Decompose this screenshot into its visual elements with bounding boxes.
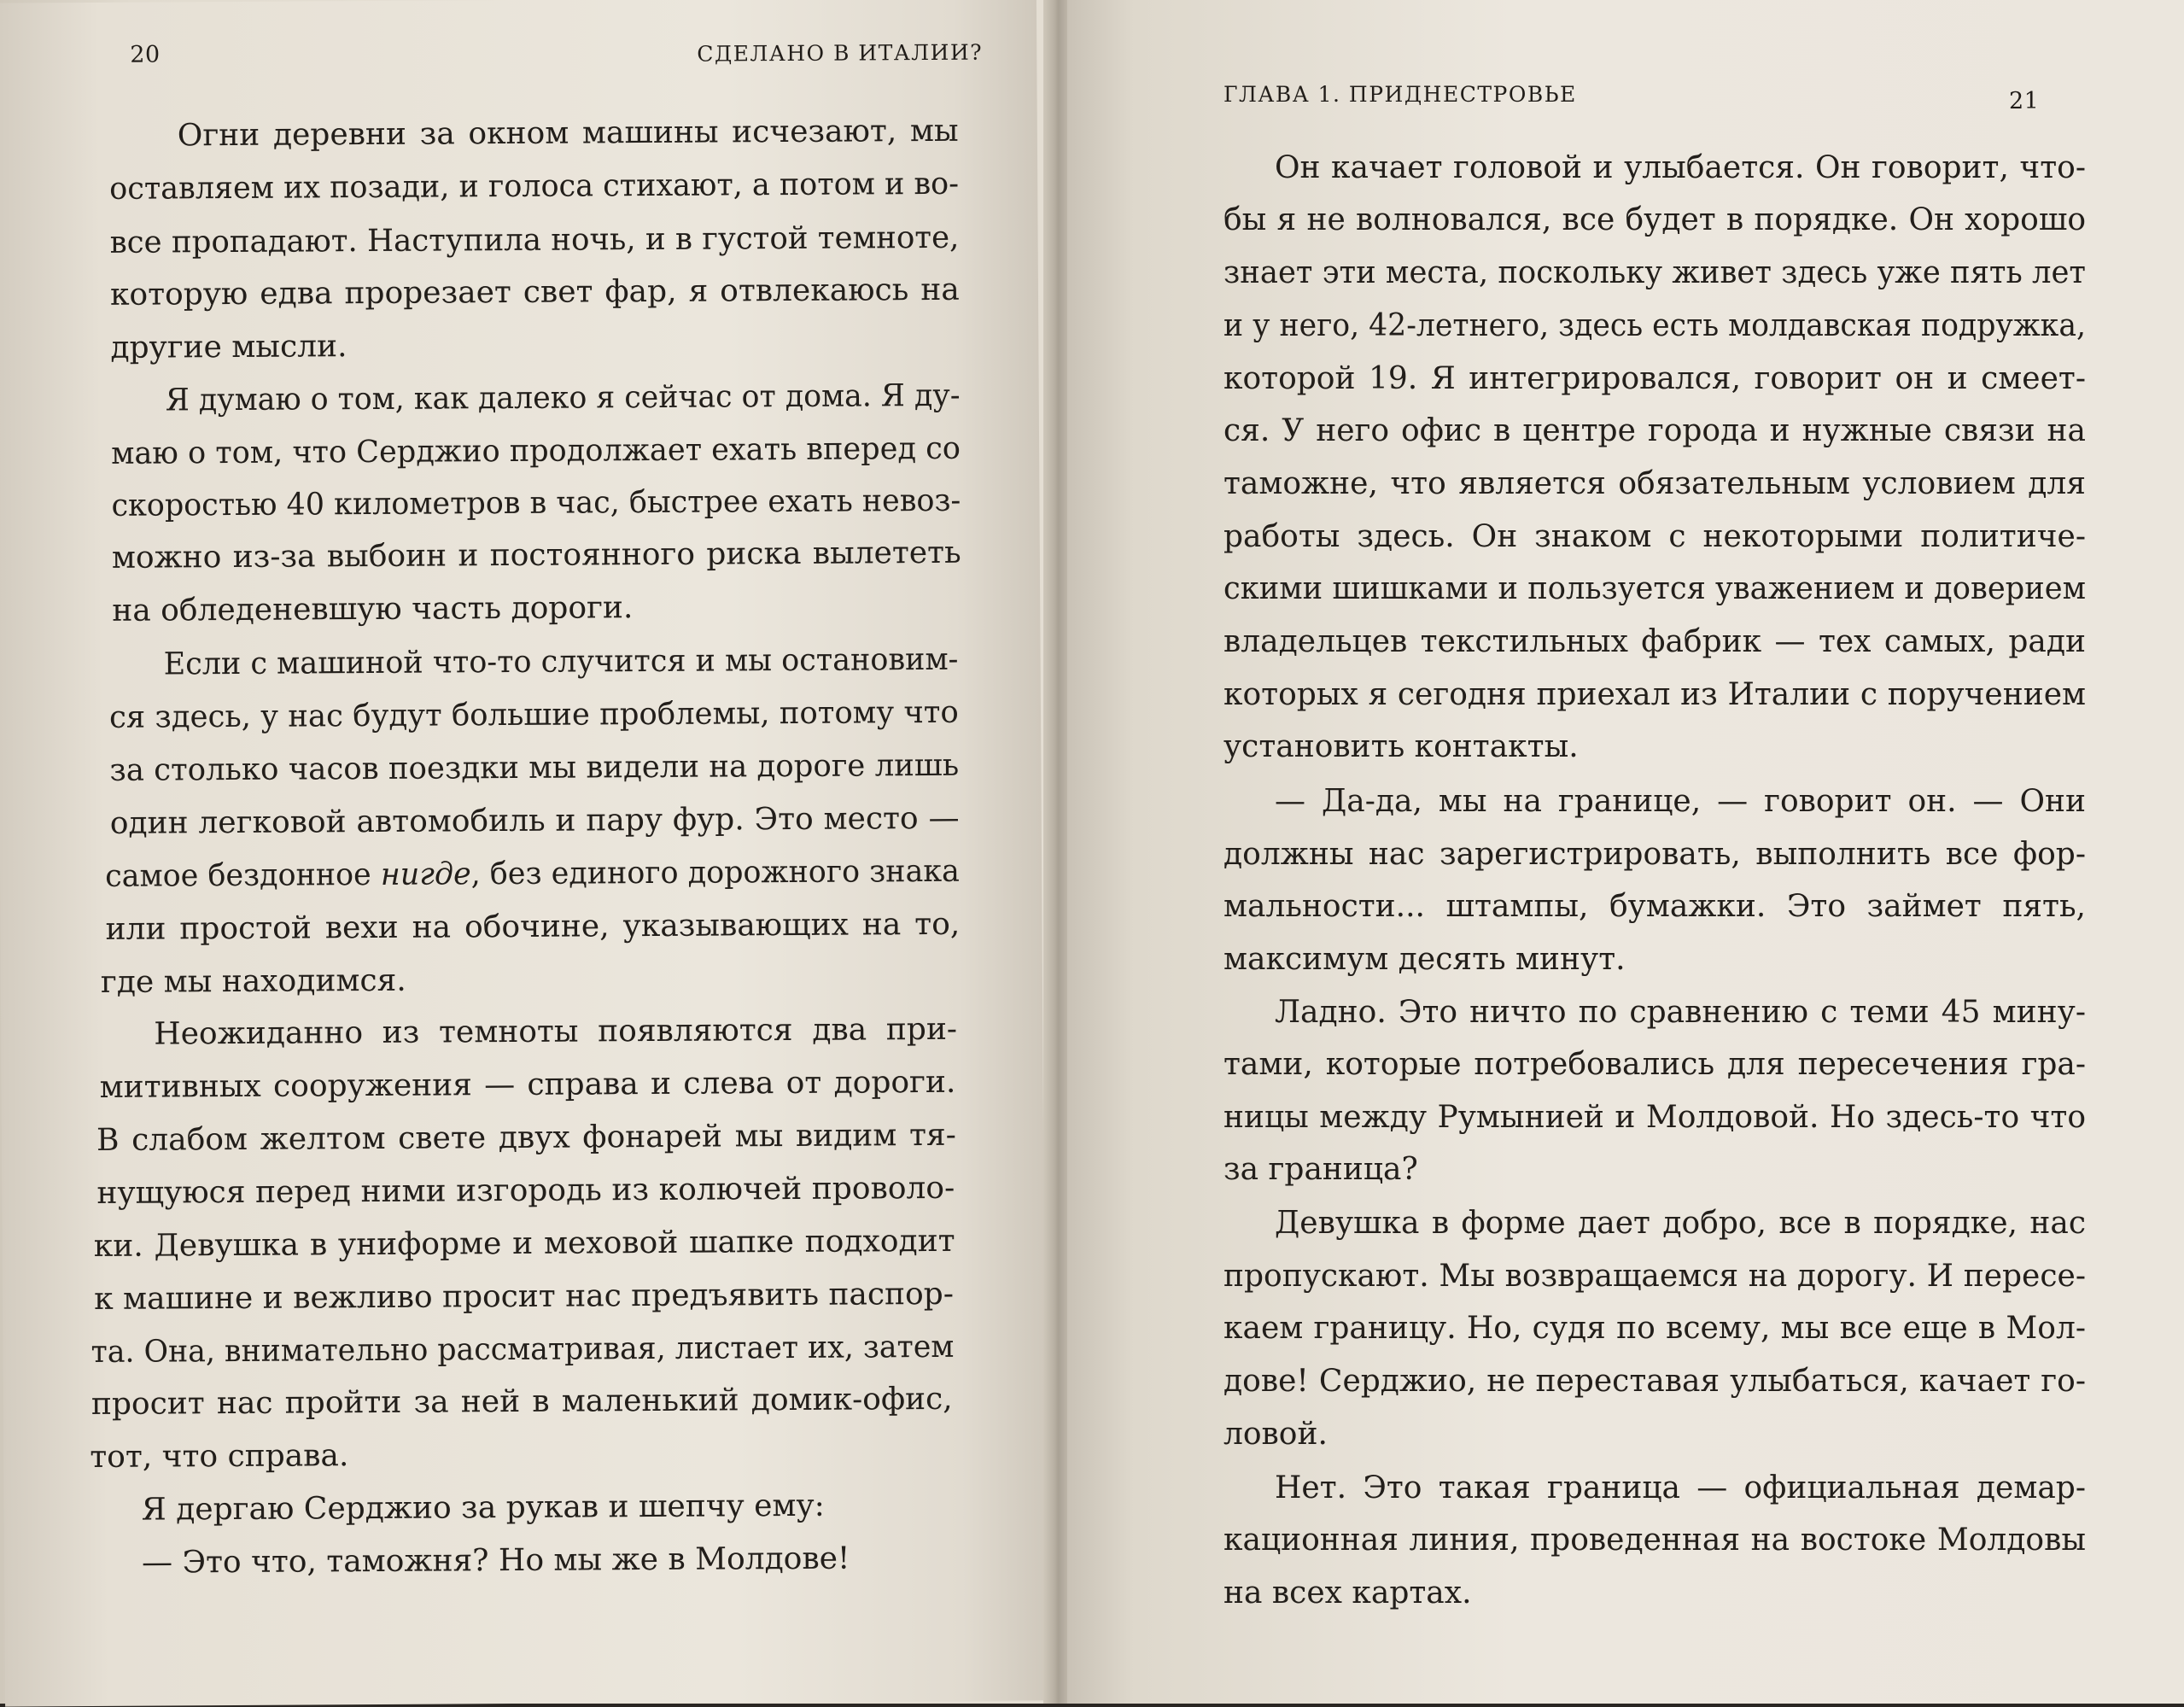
page-number-left: 20 bbox=[130, 41, 161, 68]
text-line: все пропадают. Наступила ночь, и в густой темноте, bbox=[109, 219, 960, 260]
text-line: скими шишками и пользуется уважением и доверием bbox=[1223, 571, 2086, 606]
text-line: скоростью 40 километров в час, быстрее ехать невоз- bbox=[111, 482, 961, 523]
text-line: Я думаю о том, как далеко я сейчас от дома. Я ду- bbox=[165, 377, 961, 418]
text-line: Он качает головой и улыбается. Он говорит, что- bbox=[1275, 150, 2086, 185]
text-line: можно из-за выбоин и постоянного риска вылететь bbox=[111, 535, 961, 576]
text-line: таможне, что является обязательным условием для bbox=[1223, 466, 2086, 501]
text-line: где мы находимся. bbox=[100, 962, 406, 1000]
text-line: знает эти места, поскольку живет здесь уже пять лет bbox=[1223, 255, 2086, 290]
running-head-right: ГЛАВА 1. ПРИДНЕСТРОВЬЕ bbox=[1223, 82, 1577, 107]
text-line: один легковой автомобиль и пару фур. Это место — bbox=[109, 800, 960, 841]
text-line: тот, что справа. bbox=[90, 1438, 349, 1476]
text-line: Девушка в форме дает добро, все в порядке, нас bbox=[1275, 1206, 2086, 1241]
text-line: тами, которые потребовались для пересечения гра- bbox=[1223, 1047, 2086, 1082]
page-number-right: 21 bbox=[2009, 88, 2040, 114]
text-line: и у него, 42-летнего, здесь есть молдавская подружка, bbox=[1223, 308, 2086, 343]
text-line: на обледеневшую часть дороги. bbox=[112, 590, 634, 628]
text-line: владельцев текстильных фабрик — тех самых, ради bbox=[1223, 624, 2086, 659]
text-line: каем границу. Но, судя по всему, мы все еще в Мол- bbox=[1223, 1311, 2086, 1346]
text-line: которых я сегодня приехал из Италии с поручением bbox=[1223, 677, 2086, 712]
text-line: Я дергаю Серджио за рукав и шепчу ему: bbox=[141, 1488, 825, 1528]
text-line: дове! Серджио, не переставая улыбаться, качает го- bbox=[1223, 1364, 2086, 1399]
text-line: Неожиданно из темноты появляются два при- bbox=[154, 1011, 958, 1052]
text-line: другие мысли. bbox=[110, 329, 347, 365]
text-line: Огни деревни за окном машины исчезают, мы bbox=[177, 113, 959, 154]
text-line: бы я не волновался, все будет в порядке. Он хорошо bbox=[1223, 202, 2086, 237]
text-line: Ладно. Это ничто по сравнению с теми 45 мину- bbox=[1275, 995, 2086, 1030]
text-line: нущуюся перед ними изгородь из колючей проволо- bbox=[96, 1170, 955, 1211]
text-line bbox=[105, 854, 960, 894]
text-line: к машине и вежливо просит нас предъявить паспор- bbox=[94, 1276, 955, 1318]
text-line: — Да-да, мы на границе, — говорит он. — Они bbox=[1275, 784, 2086, 819]
text-line: должны нас зарегистрировать, выполнить все фор- bbox=[1223, 837, 2086, 872]
left-page bbox=[0, 0, 1047, 1707]
text-line: оставляем их позади, и голоса стихают, а потом и во- bbox=[109, 166, 960, 207]
text-line: Нет. Это такая граница — официальная демар- bbox=[1275, 1470, 2086, 1505]
text-line: максимум десять минут. bbox=[1223, 942, 1626, 977]
text-line: или простой вехи на обочине, указывающих на то, bbox=[105, 906, 961, 947]
text-line: ловой. bbox=[1223, 1417, 1328, 1452]
text-line: ся. У него офис в центре города и нужные связи на bbox=[1223, 413, 2086, 448]
text-line: мальности... штампы, бумажки. Это займет пять, bbox=[1223, 889, 2086, 924]
text-line: на всех картах. bbox=[1223, 1575, 1472, 1611]
text-line: — Это что, таможня? Но мы же в Молдове! bbox=[141, 1540, 850, 1581]
running-head-left: СДЕЛАНО В ИТАЛИИ? bbox=[697, 39, 984, 67]
text-line: установить контакты. bbox=[1223, 729, 1579, 764]
text-segment: самое бездонное bbox=[105, 856, 381, 894]
text-line: которую едва прорезает свет фар, я отвлекаюсь на bbox=[109, 272, 960, 313]
text-line: Если с машиной что-то случится и мы остановим- bbox=[163, 641, 959, 682]
text-line: кационная линия, проведенная на востоке Молдовы bbox=[1223, 1523, 2086, 1558]
text-line: та. Она, внимательно рассматривая, листает их, затем bbox=[91, 1329, 955, 1371]
text-line: митивных сооружения — справа и слева от дороги. bbox=[99, 1064, 956, 1105]
text-line: ся здесь, у нас будут большие проблемы, потому что bbox=[108, 694, 959, 735]
text-line: за граница? bbox=[1223, 1152, 1418, 1187]
right-page bbox=[1067, 0, 2184, 1704]
text-segment: , без единого дорожного знака bbox=[470, 853, 961, 892]
text-line: за столько часов поездки мы видели на дороге лишь bbox=[109, 747, 960, 788]
text-line: ницы между Румынией и Молдовой. Но здесь-то что bbox=[1223, 1100, 2086, 1135]
text-line: пропускают. Мы возвращаемся на дорогу. И пересе- bbox=[1223, 1259, 2086, 1294]
italic-word: нигде bbox=[380, 856, 471, 892]
text-line: просит нас пройти за ней в маленький домик-офис, bbox=[91, 1381, 953, 1423]
text-line: работы здесь. Он знаком с некоторыми политиче- bbox=[1223, 519, 2086, 554]
text-line: ки. Девушка в униформе и меховой шапке подходит bbox=[93, 1223, 955, 1265]
text-line: В слабом желтом свете двух фонарей мы видим тя- bbox=[96, 1117, 956, 1158]
text-line: которой 19. Я интегрировался, говорит он и смеет- bbox=[1223, 361, 2086, 396]
text-line: маю о том, что Серджио продолжает ехать вперед со bbox=[111, 430, 961, 471]
